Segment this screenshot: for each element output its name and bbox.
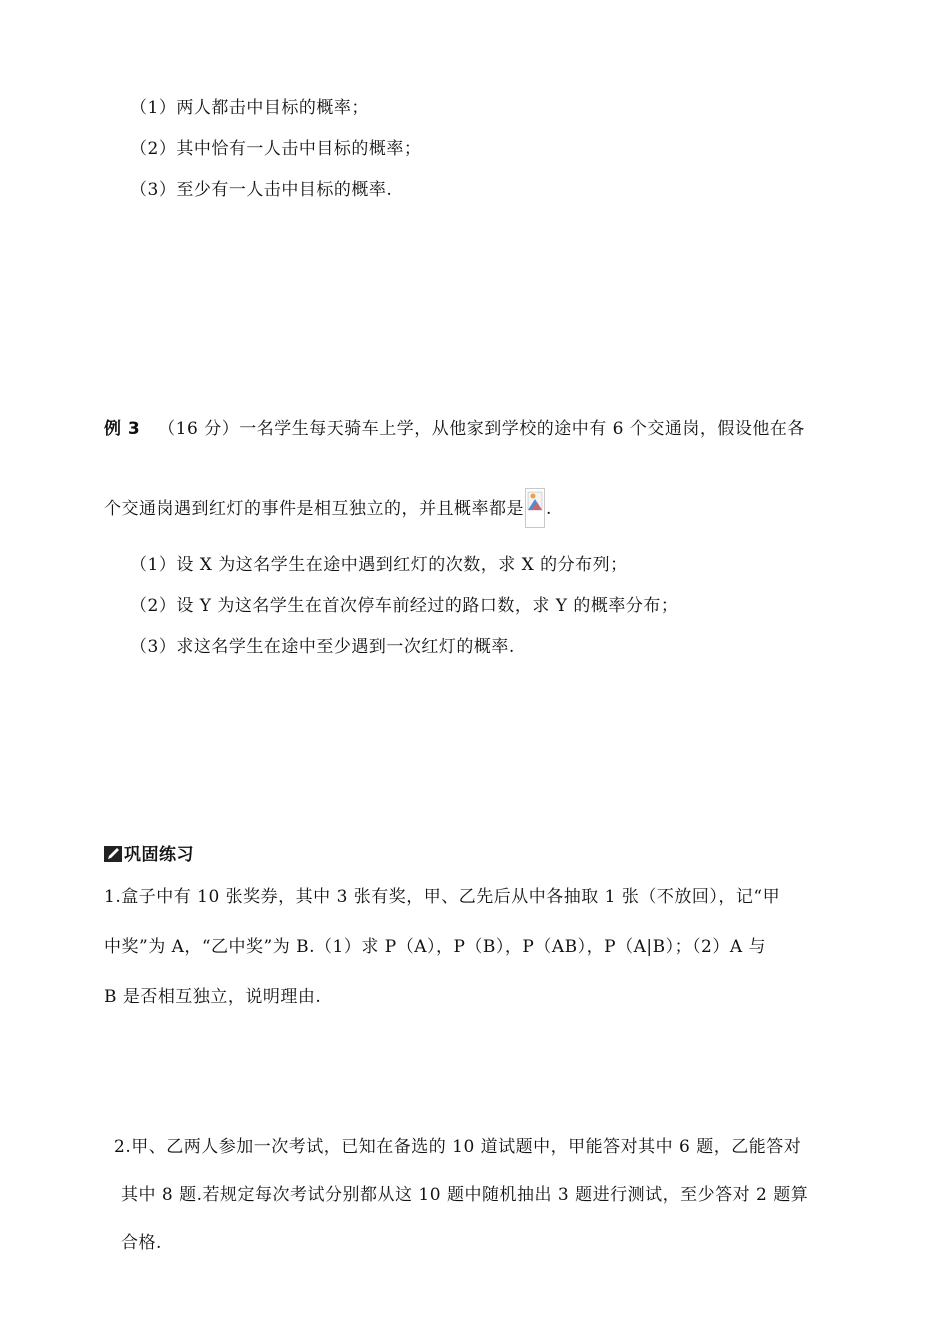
practice-q1-line-2: 中奖”为 A，“乙中奖”为 B.（1）求 P（A），P（B），P（AB），P（A|B）；（2）A 与 bbox=[104, 937, 767, 957]
practice-q2-line-1: 2.甲、乙两人参加一次考试，已知在备选的 10 道试题中，甲能答对其中 6 题，乙能答对 bbox=[114, 1137, 802, 1157]
example-3-line-1 bbox=[104, 414, 805, 439]
example-3-line-2 bbox=[104, 488, 552, 528]
example-3-label: 例 3 bbox=[104, 419, 141, 439]
practice-q1-line-1: 1.盒子中有 10 张奖券，其中 3 张有奖，甲、乙先后从中各抽取 1 张（不放回），记“甲 bbox=[104, 887, 781, 907]
prev-item-1: （1）两人都击中目标的概率； bbox=[130, 98, 369, 118]
practice-q2-line-3: 合格. bbox=[121, 1233, 162, 1253]
example-3-text-2: 个交通岗遇到红灯的事件是相互独立的，并且概率都是 bbox=[104, 499, 524, 519]
example-3-item-2: （2）设 Y 为这名学生在首次停车前经过的路口数，求 Y 的概率分布； bbox=[130, 596, 679, 616]
practice-heading-row bbox=[104, 840, 194, 865]
practice-q1-line-3: B 是否相互独立，说明理由. bbox=[104, 987, 322, 1007]
example-3-text-1: （16 分）一名学生每天骑车上学，从他家到学校的途中有 6 个交通岗，假设他在各 bbox=[158, 419, 805, 439]
example-3-text-2-end: . bbox=[546, 499, 552, 519]
example-3-item-3: （3）求这名学生在途中至少遇到一次红灯的概率. bbox=[130, 637, 515, 657]
fraction-image-icon bbox=[525, 488, 545, 528]
practice-heading: 巩固练习 bbox=[124, 845, 194, 865]
pencil-icon bbox=[104, 846, 122, 862]
practice-q2-line-2: 其中 8 题.若规定每次考试分别都从这 10 题中随机抽出 3 题进行测试，至少答对 2 题算 bbox=[121, 1185, 809, 1205]
prev-item-3: （3）至少有一人击中目标的概率. bbox=[130, 180, 393, 200]
example-3-item-1: （1）设 X 为这名学生在途中遇到红灯的次数，求 X 的分布列； bbox=[130, 555, 628, 575]
prev-item-2: （2）其中恰有一人击中目标的概率； bbox=[130, 139, 422, 159]
